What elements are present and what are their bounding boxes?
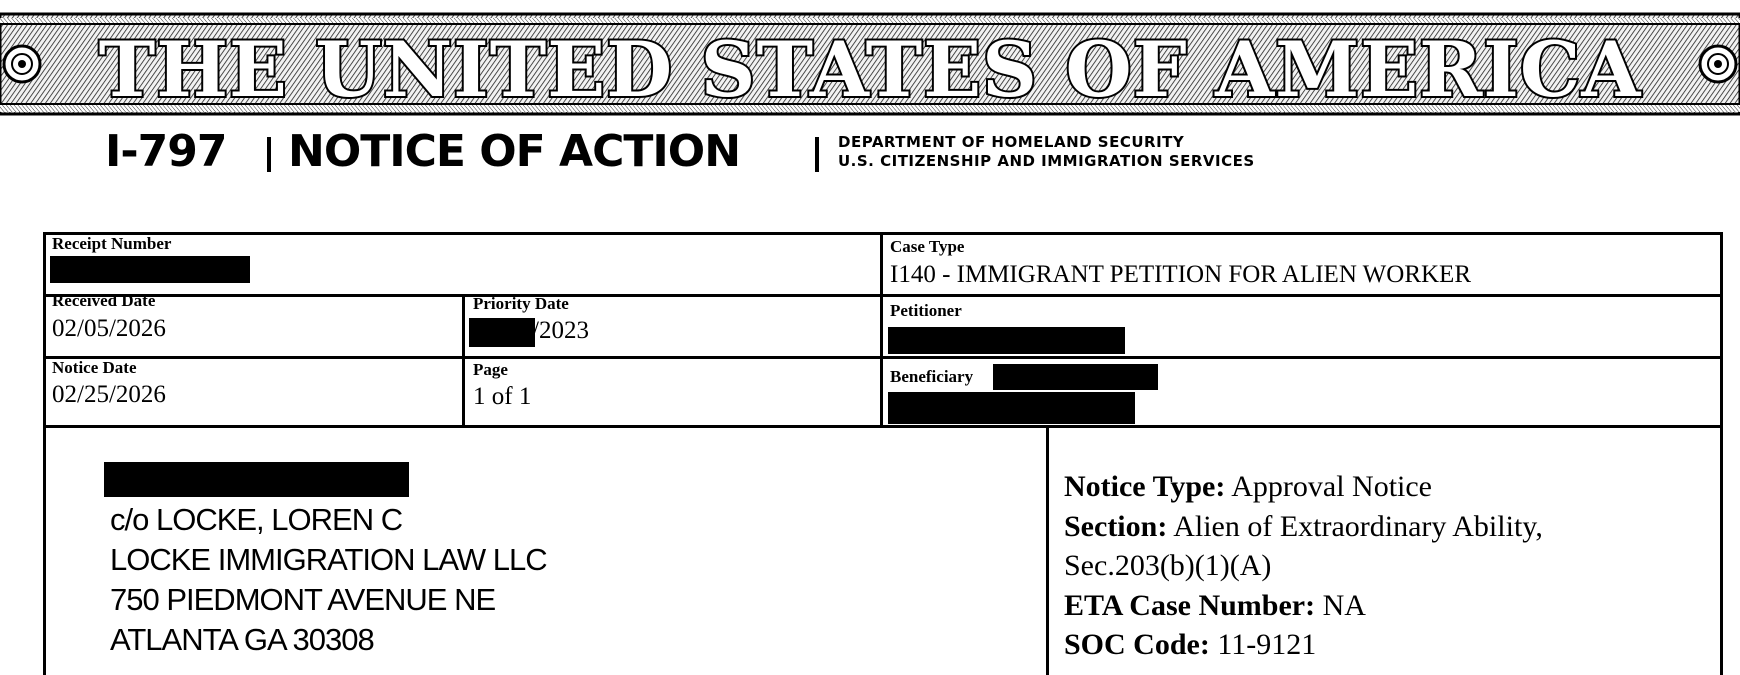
- priority-date-value: /2023: [532, 317, 589, 344]
- section-value-continued: Sec.203(b)(1)(A): [1064, 549, 1272, 582]
- redacted-addressee: [104, 462, 409, 497]
- soc-code-line: [1064, 627, 1316, 663]
- redacted-beneficiary-line2: [888, 392, 1135, 424]
- case-info-table: [43, 232, 1723, 428]
- agency-block: [838, 133, 1255, 171]
- redacted-priority-date-prefix: [469, 318, 535, 347]
- redacted-beneficiary: [993, 364, 1158, 390]
- eta-case-number-label: ETA Case Number:: [1064, 589, 1316, 622]
- received-date-value: 02/05/2026: [52, 315, 166, 342]
- title-separator: [815, 137, 819, 172]
- banner-title: THE UNITED STATES OF AMERICA: [98, 25, 1642, 114]
- notice-type-line: [1064, 469, 1432, 505]
- page-label: Page: [473, 360, 508, 379]
- lower-left-border: [43, 428, 46, 675]
- section-label: Section:: [1064, 510, 1168, 543]
- eta-case-number-value: NA: [1322, 589, 1366, 622]
- notice-date-value: 02/25/2026: [52, 381, 166, 408]
- department-name: DEPARTMENT OF HOMELAND SECURITY: [838, 133, 1185, 151]
- beneficiary-label: Beneficiary: [890, 367, 974, 386]
- petitioner-label: Petitioner: [890, 301, 962, 320]
- eta-case-number-line: [1064, 588, 1366, 624]
- left-scroll-ornament: [4, 46, 40, 82]
- receipt-number-label: Receipt Number: [52, 234, 172, 253]
- priority-date-label: Priority Date: [473, 294, 569, 313]
- case-type-value: I140 - IMMIGRANT PETITION FOR ALIEN WORKER: [890, 261, 1471, 288]
- form-number: I-797: [105, 126, 227, 177]
- redacted-petitioner: [888, 327, 1125, 354]
- case-type-label: Case Type: [890, 237, 965, 256]
- row-divider: [43, 294, 1723, 297]
- section-line-continued: [1064, 548, 1271, 584]
- address-line-city: ATLANTA GA 30308: [110, 622, 374, 657]
- soc-code-value: 11-9121: [1217, 628, 1317, 661]
- section-value: Alien of Extraordinary Ability,: [1173, 510, 1543, 543]
- column-divider: [462, 294, 465, 428]
- page-value: 1 of 1: [473, 383, 532, 410]
- redacted-receipt-number: [50, 256, 250, 283]
- notice-type-value: Approval Notice: [1231, 470, 1432, 503]
- address-line-street: 750 PIEDMONT AVENUE NE: [110, 582, 496, 617]
- soc-code-label: SOC Code:: [1064, 628, 1210, 661]
- agency-name: U.S. CITIZENSHIP AND IMMIGRATION SERVICES: [838, 152, 1255, 170]
- address-line-firm: LOCKE IMMIGRATION LAW LLC: [110, 542, 547, 577]
- title-separator: [267, 137, 271, 172]
- row-divider: [43, 356, 1723, 359]
- received-date-label: Received Date: [52, 291, 156, 310]
- lower-column-divider: [1046, 428, 1049, 675]
- right-scroll-ornament: [1700, 46, 1736, 82]
- engraved-banner: [0, 0, 1740, 118]
- address-line-care-of: c/o LOCKE, LOREN C: [110, 502, 403, 537]
- notice-type-label: Notice Type:: [1064, 470, 1226, 503]
- notice-date-label: Notice Date: [52, 358, 137, 377]
- column-divider: [880, 232, 883, 428]
- form-title: NOTICE OF ACTION: [288, 126, 741, 177]
- section-line: [1064, 509, 1543, 545]
- lower-right-border: [1720, 428, 1723, 675]
